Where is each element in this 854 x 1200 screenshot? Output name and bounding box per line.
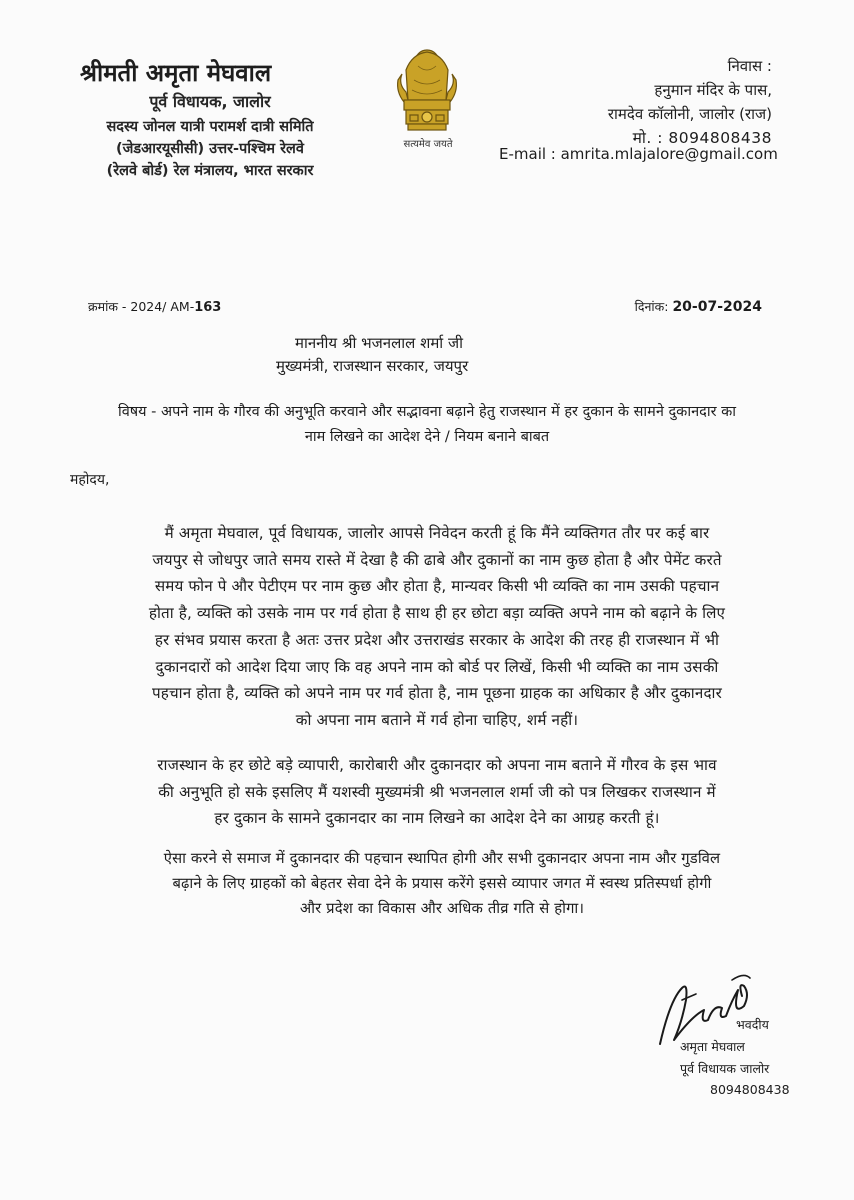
body-line: और प्रदेश का विकास और अधिक तीव्र गति से होगा। xyxy=(299,900,585,917)
address-label: निवास : xyxy=(727,57,772,75)
mobile-number: मो. : 8094808438 xyxy=(632,129,772,147)
salutation: महोदय, xyxy=(70,472,110,488)
body-paragraph-2 xyxy=(80,752,794,832)
body-line: ऐसा करने से समाज में दुकानदार की पहचान स्थापित होगी और सभी दुकानदार अपना नाम और गुडविल xyxy=(163,850,721,867)
address-line-2: रामदेव कॉलोनी, जालोर (राज) xyxy=(607,105,772,123)
body-line: दुकानदारों को आदेश दिया जाए कि वह अपने नाम को बोर्ड पर लिखें, किसी भी व्यक्ति का नाम उसकी xyxy=(155,657,719,676)
body-paragraph-3 xyxy=(92,846,792,921)
subject xyxy=(62,400,792,450)
reference-number-value: 163 xyxy=(194,300,222,315)
body-line: बढ़ाने के लिए ग्राहकों को बेहतर सेवा देने के प्रयास करेंगे इससे व्यापार जगत में स्वस्थ प्रतिस्पर्धा होगी xyxy=(172,875,712,892)
letterhead-name: श्रीमती अमृता मेघवाल xyxy=(80,59,272,87)
date-label: दिनांक: xyxy=(634,299,669,314)
body-line: की अनुभूति हो सके इसलिए मैं यशस्वी मुख्यमंत्री श्री भजनलाल शर्मा जी को पत्र लिखकर राजस्थान में xyxy=(158,782,716,801)
body-line: को अपना नाम बताने में गर्व होना चाहिए, शर्म नहीं। xyxy=(295,710,579,729)
letterhead-committee-line-1: सदस्य जोनल यात्री परामर्श दात्री समिति xyxy=(106,119,314,135)
body-line: पहचान होता है, व्यक्ति को अपने नाम पर गर्व होता है, नाम पूछना ग्राहक का अधिकार है और दुकानदार xyxy=(152,684,722,703)
body-line: जयपुर से जोधपुर जाते समय रास्ते में देखा है की ढाबे और दुकानों का नाम कुछ होता है और पेमेंट करते xyxy=(152,550,722,569)
letterhead-committee-line-2: (जेडआरयूसीसी) उत्तर-पश्चिम रेलवे xyxy=(116,141,304,157)
letterhead-designation: पूर्व विधायक, जालोर xyxy=(149,92,271,111)
closing-phone: 8094808438 xyxy=(710,1082,790,1097)
closing-valediction: भवदीय xyxy=(736,1017,769,1032)
body-line: मैं अमृता मेघवाल, पूर्व विधायक, जालोर आपसे निवेदन करती हूं कि मैंने व्यक्तिगत तौर पर कई बार xyxy=(164,524,710,542)
closing-designation: पूर्व विधायक जालोर xyxy=(680,1061,770,1076)
body-line: राजस्थान के हर छोटे बड़े व्यापारी, कारोबारी और दुकानदार को अपना नाम बताने में गौरव के इस भाव xyxy=(157,756,717,774)
email-address: E-mail : amrita.mlajalore@gmail.com xyxy=(499,145,778,163)
body-line: हर संभव प्रयास करता है अतः उत्तर प्रदेश और उत्तराखंड सरकार के आदेश की तरह ही राजस्थान में भी xyxy=(154,630,720,649)
body-line: समय फोन पे और पेटीएम पर नाम कुछ और होता है, मान्यवर किसी भी व्यक्ति का नाम उसकी पहचान xyxy=(154,577,720,596)
body-line: हर दुकान के सामने दुकानदार का नाम लिखने का आदेश देने का आग्रह करती हूं। xyxy=(214,809,660,828)
recipient-designation: मुख्यमंत्री, राजस्थान सरकार, जयपुर xyxy=(276,357,469,375)
date-value: 20-07-2024 xyxy=(672,299,762,315)
recipient-name: माननीय श्री भजनलाल शर्मा जी xyxy=(295,334,463,352)
body-paragraph-1 xyxy=(80,520,794,734)
subject-line-1: विषय - अपने नाम के गौरव की अनुभूति करवाने और सद्भावना बढ़ाने हेतु राजस्थान में हर दुकान के सामने दुकानदार का xyxy=(117,404,737,420)
reference-prefix: क्रमांक - 2024/ AM- xyxy=(88,299,195,314)
address-line-1: हनुमान मंदिर के पास, xyxy=(654,81,772,99)
emblem-motto: सत्यमेव जयते xyxy=(403,139,453,150)
closing-name: अमृता मेघवाल xyxy=(680,1039,745,1054)
body-line: होता है, व्यक्ति को उसके नाम पर गर्व होता है साथ ही हर छोटा बड़ा व्यक्ति अपने नाम को बढ़ाने के लिए xyxy=(148,604,726,623)
letter-date xyxy=(635,298,762,315)
reference-number xyxy=(88,298,221,315)
subject-line-2: नाम लिखने का आदेश देने / नियम बनाने बाबत xyxy=(304,429,550,445)
letterhead-committee-line-3: (रेलवे बोर्ड) रेल मंत्रालय, भारत सरकार xyxy=(106,163,314,179)
